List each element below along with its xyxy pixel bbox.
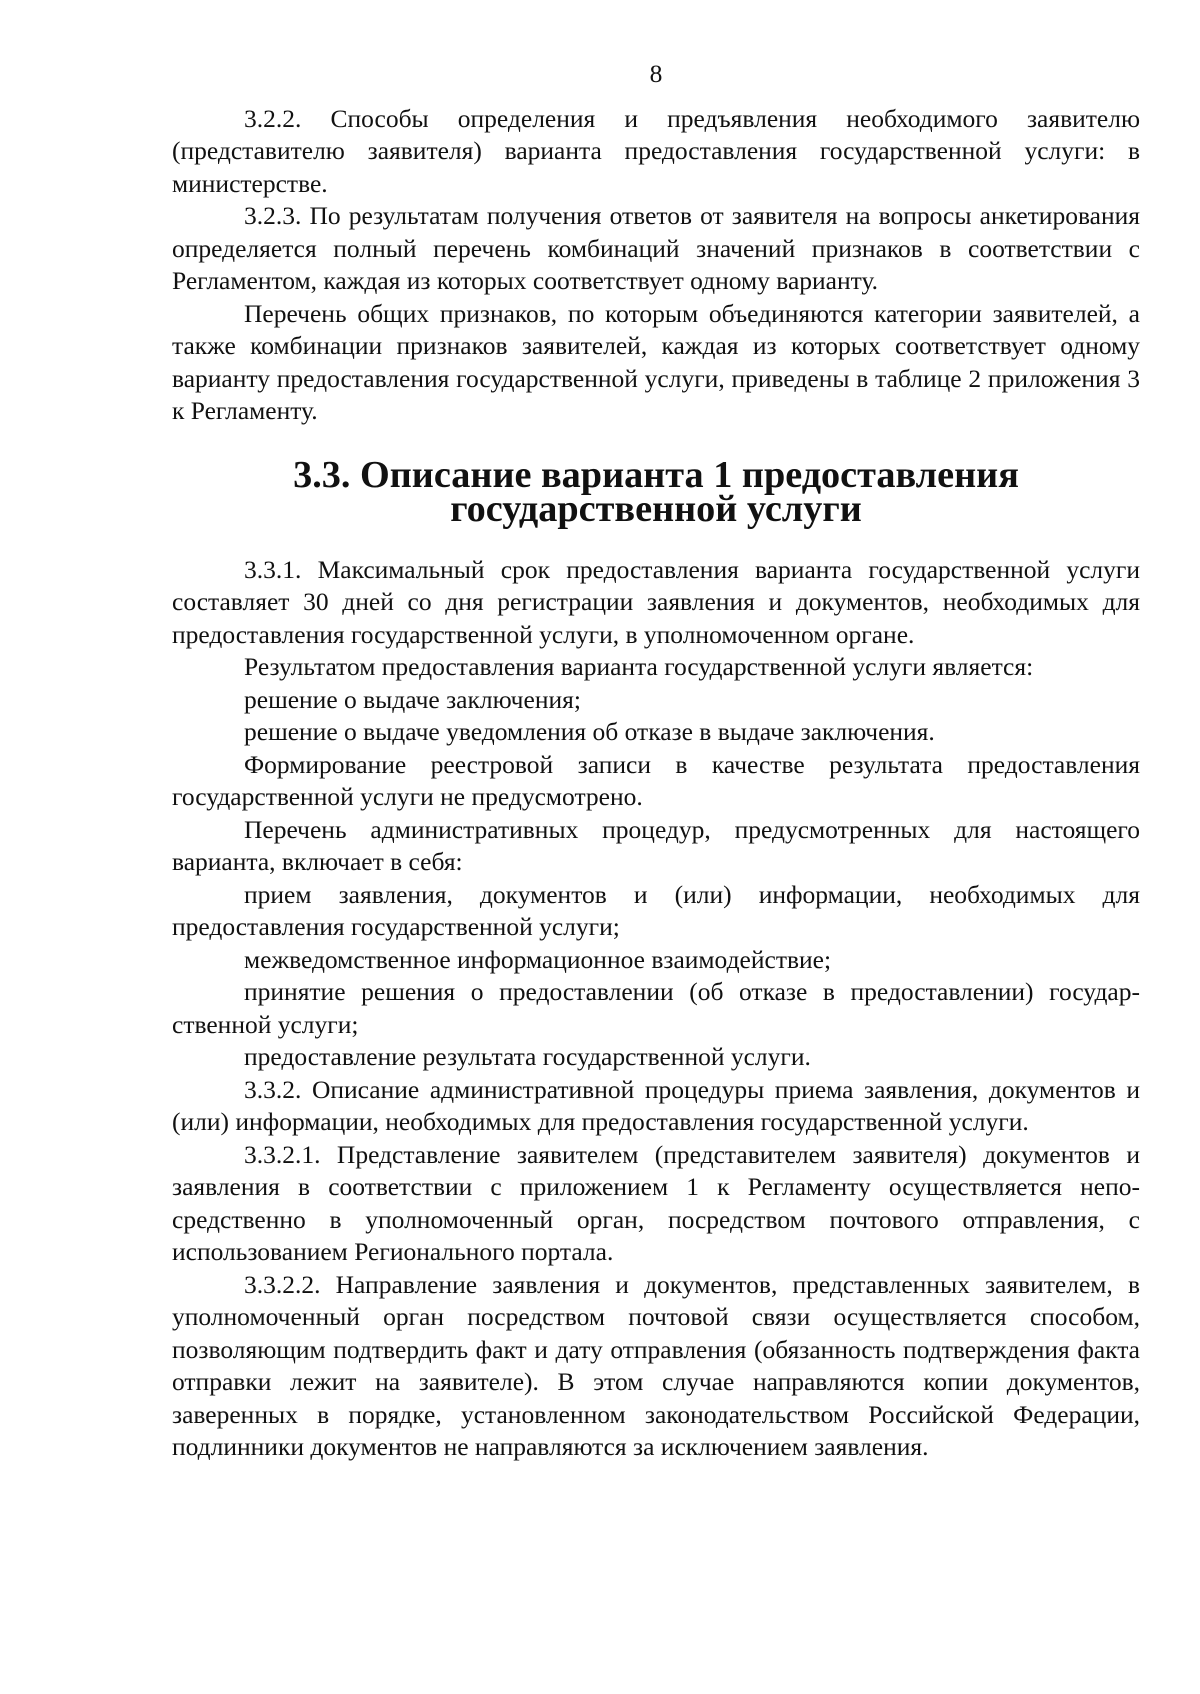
list-item-procedure-result: предоставление результата государственной услуги. [244,1042,811,1071]
paragraph-3-3-2-2: 3.3.2.2. Направление заявления и документов, представленных заявителем, в уполномоченный орган посредством почтовой связи осуществляется способом, позволяющим подтвердить факт и дату отправления (обязанность подтверждения факта отправки лежит на заявителе). В этом случае направляются копии документов, заверенных в порядке, установленном законодательством Российской Федерации, подлинники документов не направляются за исключением заявления. [172,1269,1140,1461]
paragraph-3-2-2: 3.2.2. Способы определения и предъявления необходимого заявителю (представителю заявителя) варианта предоставления государственной услуги: в министерстве. [172,103,1140,198]
paragraph-3-3-1: 3.3.1. Максимальный срок предоставления варианта государственной услуги составляет 30 дней со дня регистрации заявления и документов, необходимых для предоставления государственной услуги, в уполномоченном органе. [172,554,1140,649]
section-heading-line2: государственной услуги [450,487,862,530]
section-heading-3-3 [172,453,1140,530]
paragraph-common-attributes: Перечень общих признаков, по которым объединяются категории заявителей, а также комбинации признаков заявителей, каждая из которых соответствует одному варианту предоставления государственной услуги, приведены в таблице 2 приложения 3 к Регламенту. [172,298,1140,425]
section-heading-line1: 3.3. Описание варианта 1 предоставления [293,453,1019,496]
list-item-result-refusal: решение о выдаче уведомления об отказе в выдаче заключения. [244,717,935,746]
list-item-procedure-decision: принятие решения о предоставлении (об отказе в предоставлении) государственной услуги; [172,977,1140,1039]
paragraph-3-3-2-1: 3.3.2.1. Представление заявителем (представителем заявителя) документов и заявления в соответствии с приложением 1 к Регламенту осуществляется непосредственно в уполномоченный орган, посредством почтового отправления, с использованием Регионального портала. [172,1139,1140,1266]
paragraph-result-intro: Результатом предоставления варианта государственной услуги является: [244,652,1034,681]
paragraph-procedures-intro: Перечень административных процедур, предусмотренных для настоящего варианта, включает в себя: [172,814,1140,876]
list-item-procedure-interagency: межведомственное информационное взаимодействие; [244,944,832,974]
paragraph-registry-record: Формирование реестровой записи в качестве результата предоставления государственной услуги не предусмотрено. [172,749,1140,811]
list-item-procedure-reception: прием заявления, документов и (или) информации, необходимых для предоставления государственной услуги; [172,879,1140,941]
paragraph-3-2-3: 3.2.3. По результатам получения ответов от заявителя на вопросы анкетирования определяется полный перечень комбинаций значений признаков в соответствии с Регламентом, каждая из которых соответствует одному варианту. [172,201,1140,295]
paragraph-3-3-2: 3.3.2. Описание административной процедуры приема заявления, документов и (или) информации, необходимых для предоставления государственной услуги. [172,1074,1140,1136]
page-number: 8 [649,59,663,88]
document-page [172,58,1140,1464]
list-item-result-conclusion: решение о выдаче заключения; [244,684,581,714]
